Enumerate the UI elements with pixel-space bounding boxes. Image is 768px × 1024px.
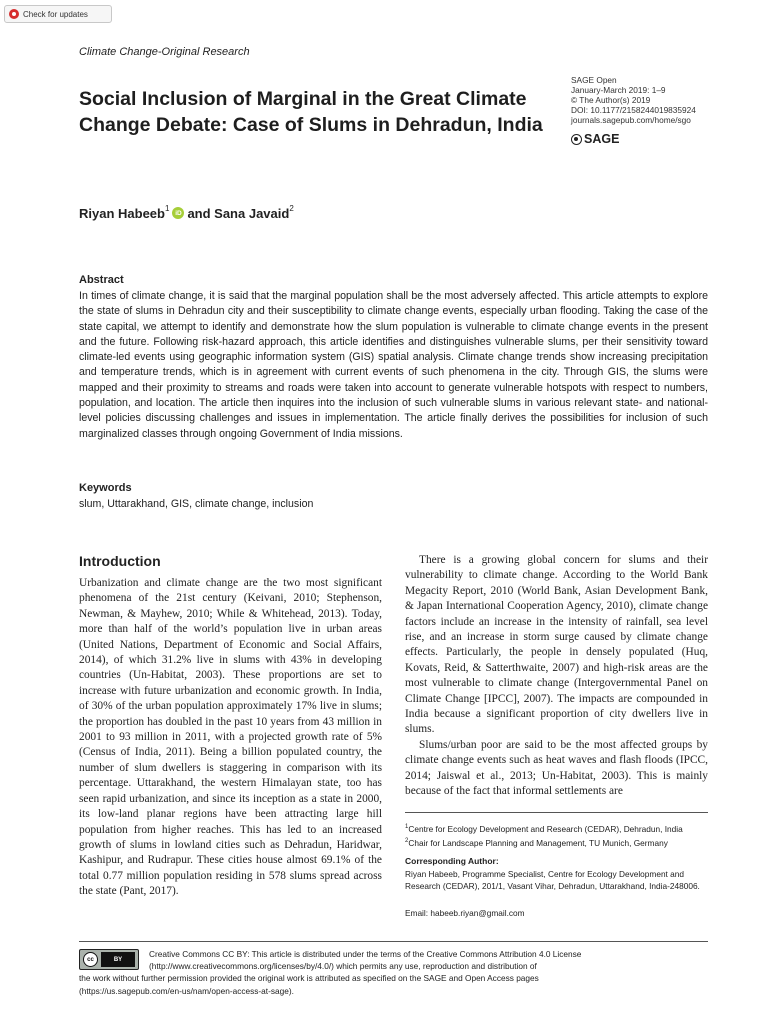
orcid-icon[interactable]: iD	[172, 207, 184, 219]
affiliation-1: $^1$Centre for Ecology Development and Research (CEDAR), Dehradun, India	[405, 823, 683, 834]
update-icon	[9, 9, 19, 19]
author-line	[79, 206, 294, 221]
affiliations	[405, 821, 715, 849]
by-icon: BY	[101, 952, 135, 967]
license-text	[79, 948, 719, 997]
journal-doi[interactable]: DOI: 10.1177/2158244019835924	[571, 105, 696, 115]
intro-paragraph-2: There is a growing global concern for slums and their vulnerability to climate change. According to the World Bank Megacity Report, 2010 (World Bank, Asian Development Bank, & Japan International Cooperation Agency, 2010), climate change factors include an increase in the intensity of rainfall, sea level rise, and an increase in storm surge caused by climate change effects. Particularly, the people in densely populated (Huq, Kovats, Reid, & Satterthwaite, 2007) and high-risk areas are the most vulnerable to climate change (Intergovernmental Panel on Climate Change [IPCC], 2007). The impacts are compounded in India because a significant proportion of city dwellers live in slums.	[405, 554, 708, 736]
keywords-heading: Keywords	[79, 482, 132, 494]
introduction-heading: Introduction	[79, 553, 161, 569]
affiliation-2: $^2$Chair for Landscape Planning and Management, TU Munich, Germany	[405, 837, 668, 848]
author-1-name: Riyan Habeeb	[79, 206, 165, 221]
creative-commons-icon: cc	[83, 952, 98, 967]
column-1	[79, 576, 382, 900]
column-2	[405, 553, 708, 800]
corresponding-author-heading: Corresponding Author:	[405, 856, 499, 866]
author-1-sup: 1	[164, 204, 170, 213]
corresponding-author-email[interactable]: Email: habeeb.riyan@gmail.com	[405, 908, 525, 918]
article-title: Social Inclusion of Marginal in the Great Climate Change Debate: Case of Slums in Dehradun, India	[79, 88, 543, 136]
keywords-text: slum, Uttarakhand, GIS, climate change, inclusion	[79, 498, 314, 510]
author-2-sup: 2	[289, 204, 294, 213]
license-line-4[interactable]: (https://us.sagepub.com/en-us/nam/open-access-at-sage).	[79, 985, 294, 996]
sage-logo	[571, 132, 619, 146]
intro-paragraph-1: Urbanization and climate change are the two most significant phenomena of the 21st century (Keivani, 2010; Stephenson, Newman, & Mayhew, 2010; While & Whitehead, 2013). Today, more than half of the world’s population live in urban areas (United Nations, Department of Economic and Social Affairs, 2014), of which 31.2% live in slums with 43% in developing countries (Un-Habitat, 2003). These proportions are set to increase with future urbanization and economic growth. In India, of 30% of the urban population approximately 17% live in slums; the proportion has doubled in the past 10 years from 43 million in 2001 to 93 million in 2011, with a projected growth rate of 5% (Census of India, 2011). Being a billion populated country, the number of slum dwellers is staggering in comparison with its percentage. Uttarakhand, the western Himalayan state, too has seen rapid urbanization, and since its inception as a state in 2000, its low-land planar regions have been attracting large hill population from higher reaches. This has led to an increased growth of slums in lowland cities such as Dehradun, Haridwar, Kashipur, and Rudrapur. These cities house almost 69.1% of the total 0.77 million population residing in 578 slums spread across the state (Pant, 2017).	[79, 577, 382, 898]
journal-name: SAGE Open	[571, 75, 617, 85]
journal-info	[571, 75, 761, 125]
check-for-updates-label: Check for updates	[23, 9, 88, 19]
intro-paragraph-3: Slums/urban poor are said to be the most affected groups by climate change events such as heat waves and flash floods (IPCC, 2014; Jaiswal et al., 2013; Un-Habitat, 2003). This is mainly because of the fact that informal settlements are	[405, 738, 708, 798]
license-line-3: the work without further permission provided the original work is attributed as specified on the SAGE and Open Access pages	[79, 973, 539, 984]
author-2-name: and Sana Javaid	[187, 206, 290, 221]
license-line-1: Creative Commons CC BY: This article is distributed under the terms of the Creative Commons Attribution 4.0 License	[149, 949, 582, 959]
abstract-heading: Abstract	[79, 274, 124, 286]
license-divider	[79, 941, 708, 942]
sage-icon	[571, 134, 582, 145]
abstract-text: In times of climate change, it is said that the marginal population shall be the most adversely affected. This article attempts to explore the state of slums in Dehradun city and their susceptibility to climate change events, especially urban flooding. Taking the case of the state capital, we attempt to identify and demonstrate how the slum population is vulnerable to climate change events in the present and the future. Following risk-hazard approach, this article identifies and distinguishes vulnerable slums, per their sensitivity toward climate-led events using geographic information system (GIS) spatial analysis. Climate change trends show increasing precipitation and temperature trends, which is in agreement with current events of such phenomena in the city. Through GIS, the slums were mapped and their proximity to streams and roads were taken into account to generate vulnerable hotspots with respect to numbers, population, and location. The article then inquires into the inclusion of such vulnerable slums in various relevant state- and national-level policies discussing challenges and issues in implementation. The article finally derives the possibilities for inclusion of such marginalized classes through ongoing Government of India missions.	[79, 290, 708, 440]
section-label: Climate Change-Original Research	[79, 46, 250, 58]
sage-logo-text: SAGE	[584, 132, 620, 146]
journal-issue: January-March 2019: 1–9	[571, 85, 666, 95]
journal-copyright: © The Author(s) 2019	[571, 95, 651, 105]
footnote-divider	[405, 812, 708, 813]
journal-url[interactable]: journals.sagepub.com/home/sgo	[571, 115, 691, 125]
license-line-2[interactable]: (http://www.creativecommons.org/licenses/by/4.0/) which permits any use, reproduction and distribution of	[149, 961, 537, 972]
check-for-updates-badge[interactable]	[4, 5, 112, 23]
corresponding-author-text: Riyan Habeeb, Programme Specialist, Centre for Ecology Development and Research (CEDAR), 201/1, Vasant Vihar, Dehradun, Uttarakhand, India-248006.	[405, 869, 700, 891]
